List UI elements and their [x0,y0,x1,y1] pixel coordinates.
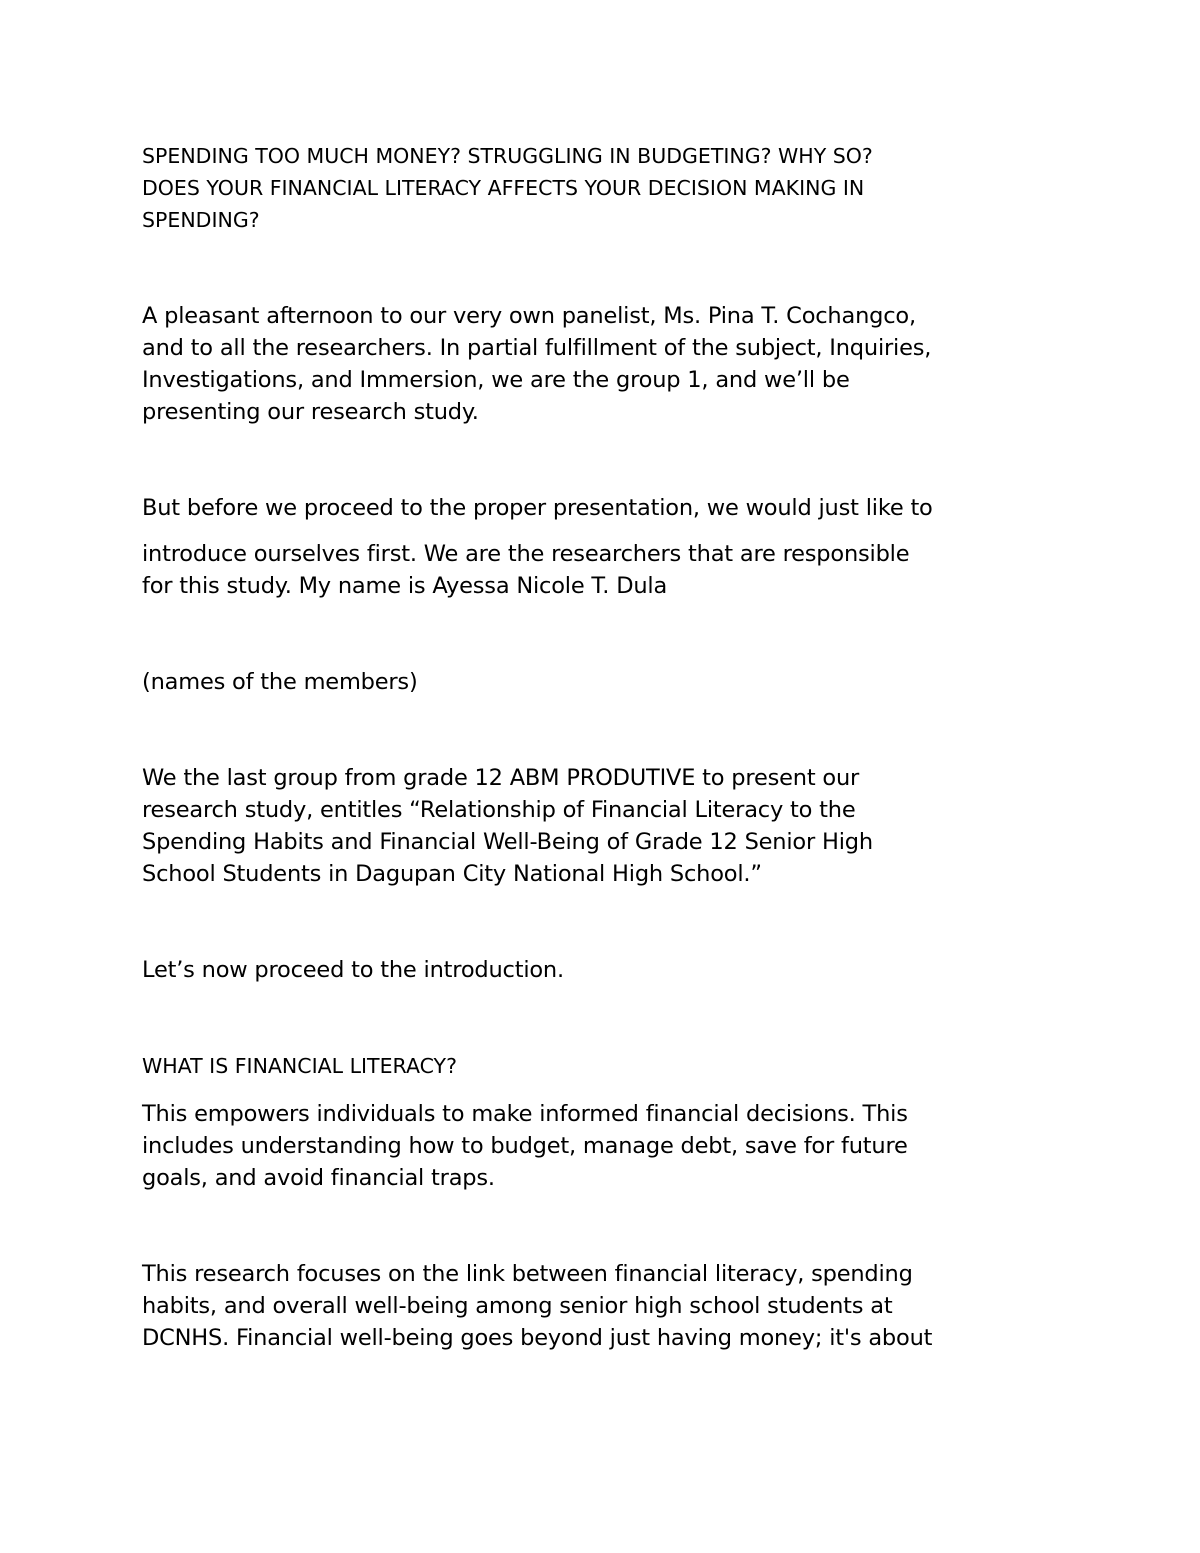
paragraph-line: School Students in Dagupan City National High School.” [142,861,762,887]
paragraph-line: A pleasant afternoon to our very own panelist, Ms. Pina T. Cochangco, [142,303,916,329]
paragraph-line: Spending Habits and Financial Well-Being of Grade 12 Senior High [142,829,873,855]
paragraph-line: goals, and avoid financial traps. [142,1165,495,1191]
section-heading-text: WHAT IS FINANCIAL LITERACY? [142,1054,457,1078]
section-heading [142,1050,1082,1082]
introduction-paragraph [142,538,1082,602]
paragraph-line: But before we proceed to the proper presentation, we would just like to [142,495,933,521]
paragraph-line: introduce ourselves first. We are the researchers that are responsible [142,541,910,567]
title-line: SPENDING? [142,208,260,232]
paragraph-line: includes understanding how to budget, manage debt, save for future [142,1133,908,1159]
paragraph-line: for this study. My name is Ayessa Nicole T. Dula [142,573,668,599]
members-placeholder [142,666,1082,698]
definition-paragraph [142,1098,1082,1194]
paragraph-line: and to all the researchers. In partial fulfillment of the subject, Inquiries, [142,335,932,361]
paragraph-line: This research focuses on the link between financial literacy, spending [142,1261,913,1287]
before-proceed-paragraph [142,492,1082,524]
paragraph-line: This empowers individuals to make informed financial decisions. This [142,1101,908,1127]
research-focus-paragraph [142,1258,1082,1354]
proceed-paragraph [142,954,1082,986]
paragraph-line: presenting our research study. [142,399,479,425]
title-line: SPENDING TOO MUCH MONEY? STRUGGLING IN BUDGETING? WHY SO? [142,144,873,168]
paragraph-line: Investigations, and Immersion, we are the group 1, and we’ll be [142,367,850,393]
paragraph-line: (names of the members) [142,669,418,695]
paragraph-line: research study, entitles “Relationship of Financial Literacy to the [142,797,856,823]
paragraph-line: We the last group from grade 12 ABM PRODUTIVE to present our [142,765,860,791]
paragraph-line: DCNHS. Financial well-being goes beyond just having money; it's about [142,1325,933,1351]
title-line: DOES YOUR FINANCIAL LITERACY AFFECTS YOUR DECISION MAKING IN [142,176,865,200]
research-title-paragraph [142,762,1082,890]
paragraph-line: Let’s now proceed to the introduction. [142,957,564,983]
paragraph-line: habits, and overall well-being among senior high school students at [142,1293,893,1319]
greeting-paragraph [142,300,1082,428]
document-title [142,140,1082,236]
